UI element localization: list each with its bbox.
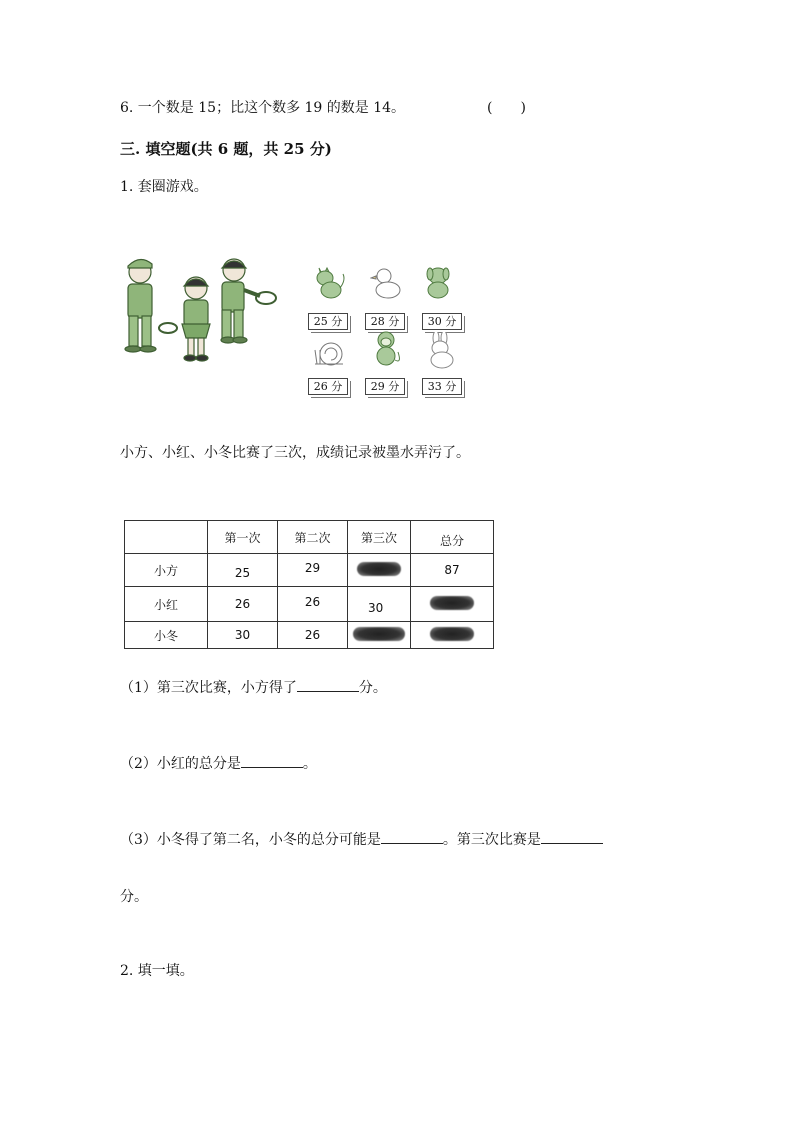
answer-blank[interactable] bbox=[381, 829, 443, 844]
cell-xiaofang-round-3 bbox=[348, 554, 411, 587]
cat-icon bbox=[313, 264, 347, 300]
problem-1-title: 1. 套圈游戏。 bbox=[120, 179, 208, 195]
snail-icon bbox=[311, 332, 347, 372]
sub-question-2-text: （2）小红的总分是 bbox=[120, 756, 241, 772]
sub-question-2 bbox=[120, 753, 317, 773]
sub-question-1 bbox=[120, 677, 387, 697]
monkey-icon bbox=[370, 330, 404, 370]
table-row bbox=[125, 554, 494, 587]
score-table bbox=[124, 520, 494, 649]
row-name-xiaohong: 小红 bbox=[125, 587, 208, 622]
cell-xiaofang-round-1: 25 bbox=[208, 554, 278, 587]
cell-xiaodong-round-1: 30 bbox=[208, 622, 278, 649]
cell-xiaohong-round-1: 26 bbox=[208, 587, 278, 622]
answer-blank[interactable] bbox=[297, 677, 359, 692]
cell-xiaodong-total bbox=[411, 622, 494, 649]
duck-icon bbox=[370, 266, 404, 302]
children-playing-icon bbox=[118, 250, 278, 370]
answer-blank[interactable] bbox=[541, 829, 603, 844]
ink-smudge bbox=[430, 596, 474, 610]
cell-xiaohong-round-3: 30 bbox=[348, 587, 411, 622]
score-tag-monkey: 29 分 bbox=[365, 378, 405, 395]
cell-xiaodong-round-2: 26 bbox=[278, 622, 348, 649]
ring-toss-illustration bbox=[118, 248, 478, 400]
score-tag-duck: 28 分 bbox=[365, 313, 405, 330]
ink-smudge bbox=[353, 627, 405, 641]
dog-icon bbox=[422, 264, 456, 300]
sub-question-3-text: （3）小冬得了第二名，小冬的总分可能是 bbox=[120, 832, 381, 848]
cell-xiaodong-round-3 bbox=[348, 622, 411, 649]
table-header-round-2: 第二次 bbox=[278, 521, 348, 554]
section-title: 三. 填空题(共 6 题，共 25 分) bbox=[120, 140, 332, 158]
ink-smudge bbox=[430, 627, 474, 641]
score-tag-rabbit: 33 分 bbox=[422, 378, 462, 395]
cell-xiaofang-total: 87 bbox=[411, 554, 494, 587]
sub-question-3-continued: 分。 bbox=[120, 889, 148, 905]
row-name-xiaofang: 小方 bbox=[125, 554, 208, 587]
table-header-corner bbox=[125, 521, 208, 554]
row-name-xiaodong: 小冬 bbox=[125, 622, 208, 649]
problem-2-title: 2. 填一填。 bbox=[120, 963, 194, 979]
table-header-total: 总分 bbox=[411, 521, 494, 554]
question-6-text: 6. 一个数是 15；比这个数多 19 的数是 14。 bbox=[120, 100, 406, 116]
sub-question-3 bbox=[120, 829, 603, 849]
score-tag-dog: 30 分 bbox=[422, 313, 462, 330]
rabbit-icon bbox=[424, 332, 460, 372]
table-row bbox=[125, 622, 494, 649]
table-header-row bbox=[125, 521, 494, 554]
cell-xiaofang-round-2: 29 bbox=[278, 554, 348, 587]
sub-question-1-text: （1）第三次比赛，小方得了 bbox=[120, 680, 297, 696]
table-header-round-1: 第一次 bbox=[208, 521, 278, 554]
ink-smudge bbox=[357, 562, 401, 576]
problem-1-description: 小方、小红、小冬比赛了三次，成绩记录被墨水弄污了。 bbox=[120, 445, 470, 461]
table-row bbox=[125, 587, 494, 622]
sub-question-3-mid: 。第三次比赛是 bbox=[442, 832, 541, 848]
answer-parentheses[interactable]: ( ) bbox=[487, 100, 526, 116]
cell-xiaohong-round-2: 26 bbox=[278, 587, 348, 622]
sub-question-1-unit: 分。 bbox=[358, 680, 387, 696]
table-header-round-3: 第三次 bbox=[348, 521, 411, 554]
answer-blank[interactable] bbox=[241, 753, 303, 768]
sub-question-2-end: 。 bbox=[302, 756, 317, 772]
score-tag-cat: 25 分 bbox=[308, 313, 348, 330]
score-tag-snail: 26 分 bbox=[308, 378, 348, 395]
cell-xiaohong-total bbox=[411, 587, 494, 622]
